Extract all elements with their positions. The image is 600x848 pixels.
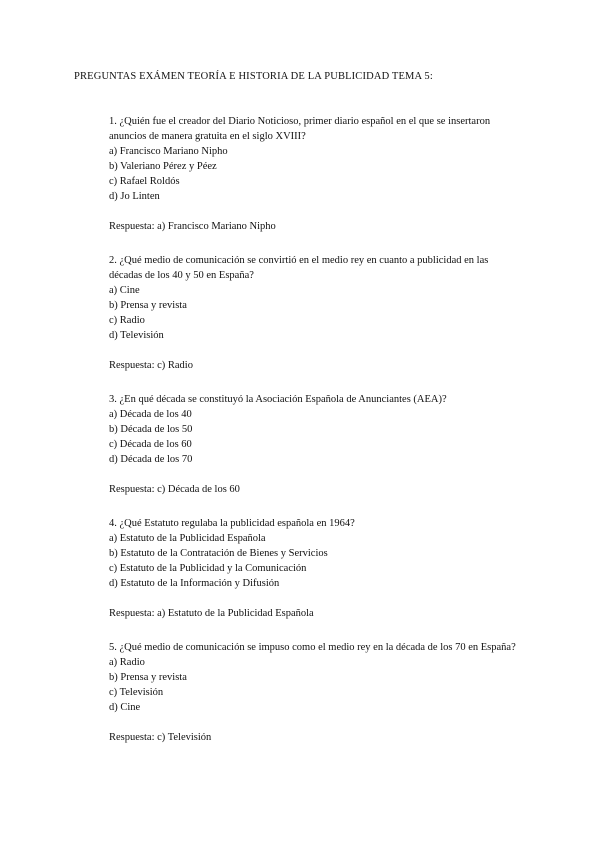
question-text: 4. ¿Qué Estatuto regulaba la publicidad española en 1964? [109,518,355,529]
page-title: PREGUNTAS EXÁMEN TEORÍA E HISTORIA DE LA PUBLICIDAD TEMA 5: [74,71,433,82]
option-d: d) Cine [109,702,141,713]
option-a: a) Cine [109,285,140,296]
option-b: b) Valeriano Pérez y Péez [109,161,217,172]
options-list [109,655,519,715]
option-b: b) Prensa y revista [109,672,187,683]
question-text: 3. ¿En qué década se constituyó la Asociación Española de Anunciantes (AEA)? [109,394,447,405]
questions-list [109,114,519,764]
option-d: d) Estatuto de la Información y Difusión [109,578,280,589]
options-list [109,531,519,591]
option-c: c) Década de los 60 [109,439,192,450]
answer-text: Respuesta: a) Francisco Mariano Nipho [109,221,276,232]
question-text: 5. ¿Qué medio de comunicación se impuso como el medio rey en la década de los 70 en España? [109,642,516,653]
question-block-3 [109,392,519,497]
option-c: c) Estatuto de la Publicidad y la Comunicación [109,563,307,574]
option-c: c) Rafael Roldós [109,176,180,187]
option-c: c) Televisión [109,687,164,698]
answer-text: Respuesta: c) Televisión [109,732,212,743]
answer-text: Respuesta: c) Radio [109,360,193,371]
option-d: d) Televisión [109,330,164,341]
question-block-2 [109,253,519,373]
question-text: 1. ¿Quién fue el creador del Diario Noticioso, primer diario español en el que se insertaron anuncios de manera gratuita en el siglo XVIII? [109,116,491,142]
question-block-4 [109,516,519,621]
answer-text: Respuesta: a) Estatuto de la Publicidad Española [109,608,314,619]
option-a: a) Estatuto de la Publicidad Española [109,533,266,544]
options-list [109,407,519,467]
option-d: d) Década de los 70 [109,454,193,465]
question-block-1 [109,114,519,234]
option-a: a) Radio [109,657,145,668]
option-b: b) Estatuto de la Contratación de Bienes y Servicios [109,548,328,559]
answer-text: Respuesta: c) Década de los 60 [109,484,240,495]
question-block-5 [109,640,519,745]
question-text: 2. ¿Qué medio de comunicación se convirtió en el medio rey en cuanto a publicidad en las décadas de los 40 y 50 en España? [109,255,489,281]
option-d: d) Jo Linten [109,191,160,202]
option-b: b) Prensa y revista [109,300,187,311]
option-a: a) Década de los 40 [109,409,192,420]
option-b: b) Década de los 50 [109,424,193,435]
options-list [109,283,519,343]
options-list [109,144,519,204]
option-c: c) Radio [109,315,145,326]
option-a: a) Francisco Mariano Nipho [109,146,228,157]
